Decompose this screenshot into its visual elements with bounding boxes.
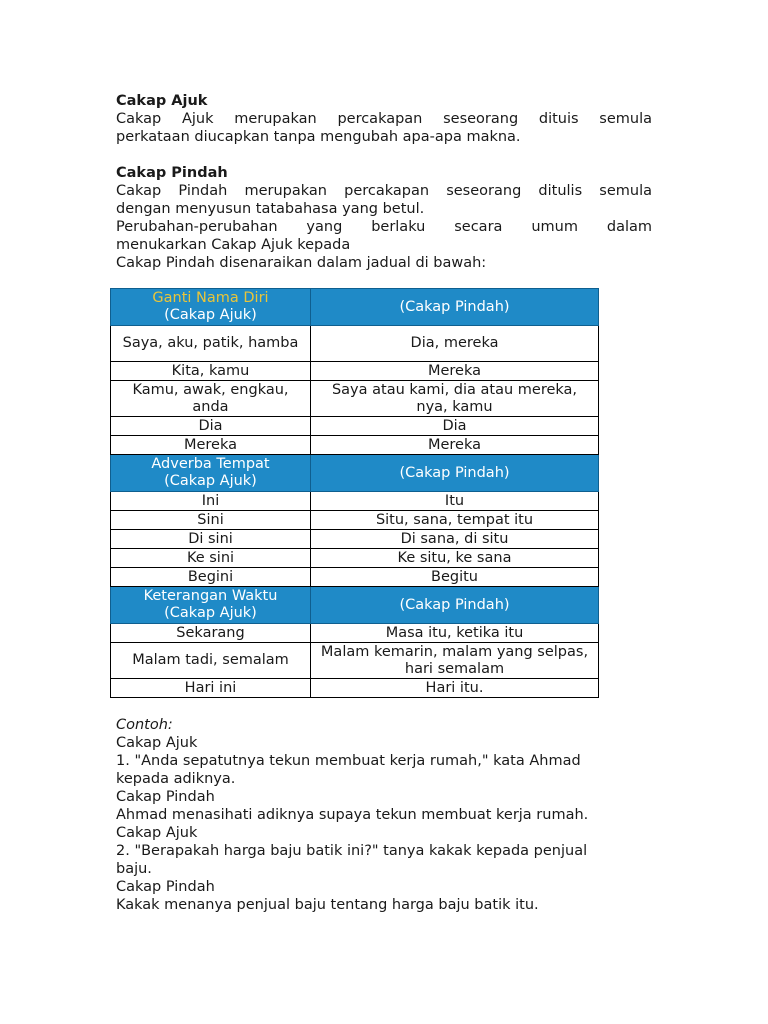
table-cell-left: Hari ini [111, 679, 311, 698]
table-row [111, 362, 599, 381]
table-row [111, 381, 599, 417]
table-cell-left: Dia [111, 417, 311, 436]
cakap-pindah-text-line-2: dengan menyusun tatabahasa yang betul. [116, 201, 425, 217]
header-left-line1: Keterangan Waktu [143, 588, 278, 604]
intro-section [116, 92, 652, 272]
table-cell-left: Di sini [111, 530, 311, 549]
table-cell-right: Ke situ, ke sana [311, 549, 599, 568]
cakap-ajuk-text-line-1: Cakap Ajuk merupakan percakapan seseorang dituis semula [116, 111, 652, 127]
cakap-ajuk-text-line-2: perkataan diucapkan tanpa mengubah apa-apa makna. [116, 129, 521, 145]
table-cell-right: Situ, sana, tempat itu [311, 511, 599, 530]
table-header-adverba-tempat [111, 455, 599, 492]
conversion-table [110, 288, 599, 698]
table-cell-left: Sini [111, 511, 311, 530]
example2-ajuk-line1: 2. "Berapakah harga baju batik ini?" tanya kakak kepada penjual [116, 843, 588, 859]
table-cell-right: Begitu [311, 568, 599, 587]
header-left-adverba-tempat [111, 455, 311, 492]
header-left-line2: (Cakap Ajuk) [164, 605, 257, 621]
table-cell-right: Masa itu, ketika itu [311, 624, 599, 643]
table-cell-left: Malam tadi, semalam [111, 643, 311, 679]
header-right-ganti-nama: (Cakap Pindah) [311, 289, 599, 326]
table-row [111, 511, 599, 530]
table-header-ganti-nama [111, 289, 599, 326]
table-cell-left: Begini [111, 568, 311, 587]
example1-ajuk-label: Cakap Ajuk [116, 735, 198, 751]
table-cell-right: Dia, mereka [311, 326, 599, 362]
table-row [111, 643, 599, 679]
table-row [111, 436, 599, 455]
table-cell-right: Malam kemarin, malam yang selpas, hari semalam [311, 643, 599, 679]
example2-ajuk-line2: baju. [116, 861, 152, 877]
header-left-ganti-nama [111, 289, 311, 326]
header-left-line2: (Cakap Ajuk) [164, 473, 257, 489]
table-cell-right: Dia [311, 417, 599, 436]
example2-pindah-text: Kakak menanya penjual baju tentang harga baju batik itu. [116, 897, 539, 913]
table-cell-right: Mereka [311, 436, 599, 455]
perubahan-text-line-2: menukarkan Cakap Ajuk kepada [116, 237, 351, 253]
table-cell-left: Ini [111, 492, 311, 511]
table-row [111, 624, 599, 643]
disenaraikan-text: Cakap Pindah disenaraikan dalam jadual di bawah: [116, 255, 487, 271]
table-cell-right: Hari itu. [311, 679, 599, 698]
example2-ajuk-label: Cakap Ajuk [116, 825, 198, 841]
table-row [111, 549, 599, 568]
table-row [111, 326, 599, 362]
table-row [111, 492, 599, 511]
table-cell-left: Sekarang [111, 624, 311, 643]
table-cell-right: Di sana, di situ [311, 530, 599, 549]
table-cell-right: Itu [311, 492, 599, 511]
table-row [111, 568, 599, 587]
example1-pindah-label: Cakap Pindah [116, 789, 215, 805]
example2-pindah-label: Cakap Pindah [116, 879, 215, 895]
header-right-adverba-tempat: (Cakap Pindah) [311, 455, 599, 492]
header-left-line1: Adverba Tempat [151, 456, 270, 472]
header-left-keterangan-waktu [111, 587, 311, 624]
header-left-line1: Ganti Nama Diri [152, 290, 269, 306]
table-cell-left: Kamu, awak, engkau, anda [111, 381, 311, 417]
cakap-pindah-heading: Cakap Pindah [116, 165, 228, 181]
example1-ajuk-line2: kepada adiknya. [116, 771, 236, 787]
table-row [111, 530, 599, 549]
examples-section [116, 716, 656, 914]
cakap-ajuk-heading: Cakap Ajuk [116, 93, 208, 109]
contoh-label: Contoh: [116, 717, 173, 733]
header-right-keterangan-waktu: (Cakap Pindah) [311, 587, 599, 624]
header-left-line2: (Cakap Ajuk) [164, 307, 257, 323]
table-cell-left: Ke sini [111, 549, 311, 568]
table-header-keterangan-waktu [111, 587, 599, 624]
table-cell-left: Mereka [111, 436, 311, 455]
table-cell-right: Mereka [311, 362, 599, 381]
table-row [111, 679, 599, 698]
example1-ajuk-line1: 1. "Anda sepatutnya tekun membuat kerja rumah," kata Ahmad [116, 753, 581, 769]
table-cell-right: Saya atau kami, dia atau mereka, nya, kamu [311, 381, 599, 417]
example1-pindah-text: Ahmad menasihati adiknya supaya tekun membuat kerja rumah. [116, 807, 589, 823]
table-row [111, 417, 599, 436]
cakap-pindah-text-line-1: Cakap Pindah merupakan percakapan seseorang ditulis semula [116, 183, 652, 199]
table-cell-left: Kita, kamu [111, 362, 311, 381]
table-cell-left: Saya, aku, patik, hamba [111, 326, 311, 362]
perubahan-text-line-1: Perubahan-perubahan yang berlaku secara umum dalam [116, 219, 652, 235]
